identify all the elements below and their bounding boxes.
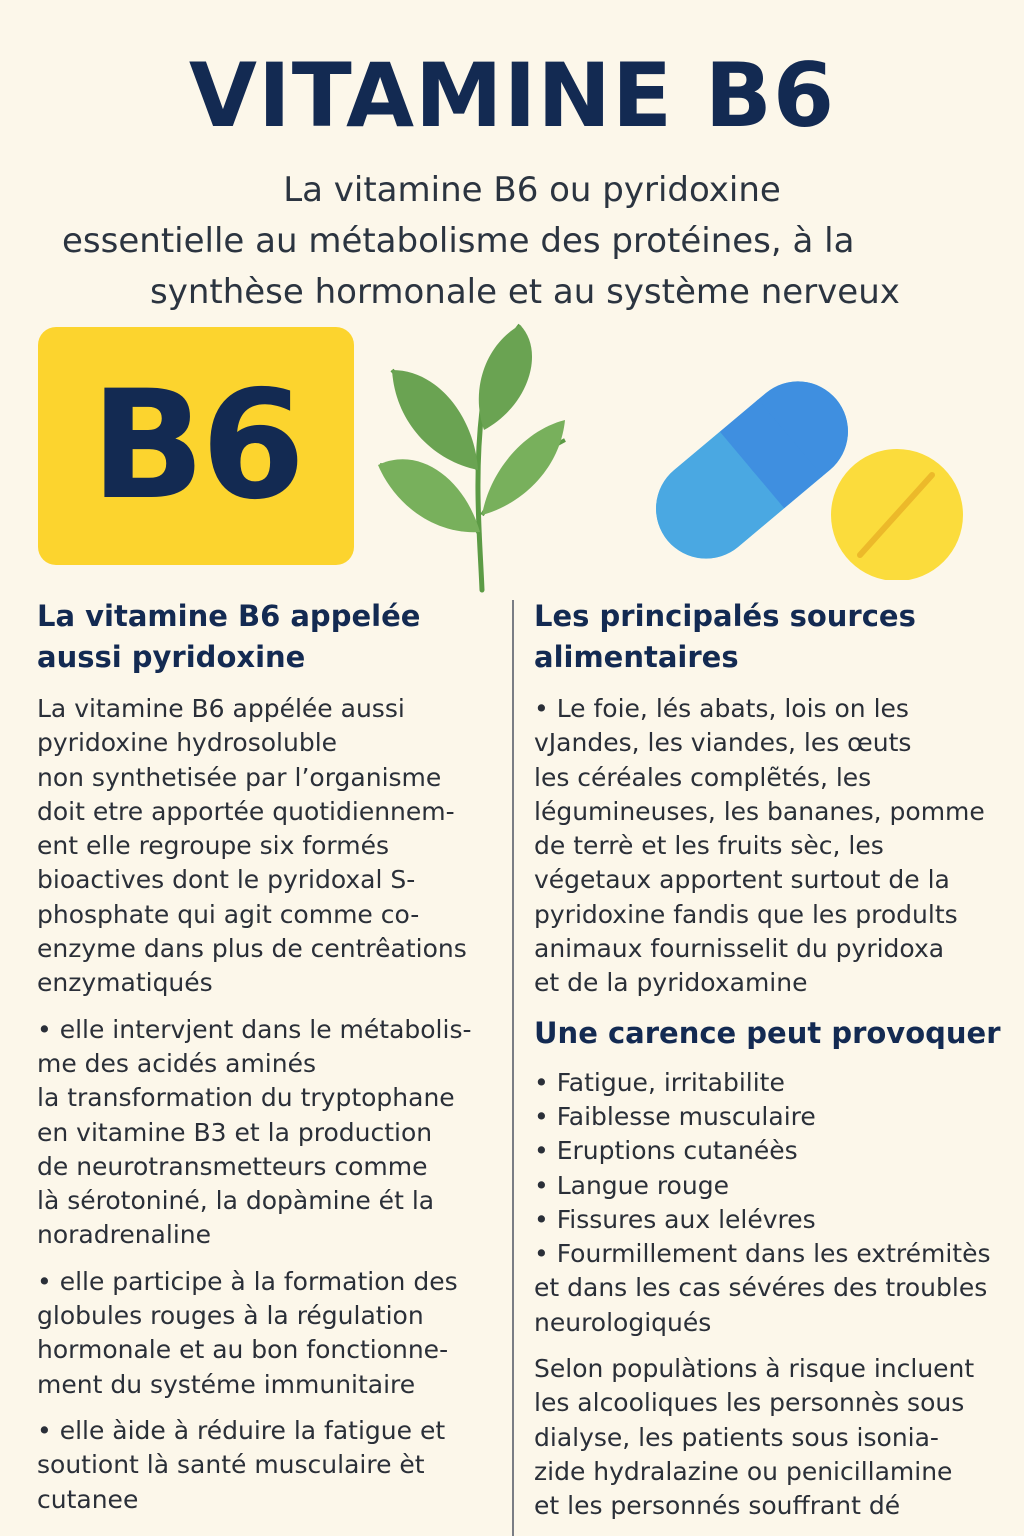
text-line: là sérotoniné, la dopàmine ét la	[37, 1186, 435, 1216]
text-line: La vitamine B6 appélée aussi	[37, 694, 405, 723]
text-line: ment du systéme immunitaire	[37, 1369, 416, 1399]
subtitle-line: synthèse hormonale et au système nerveux	[150, 272, 900, 312]
text-line: pyridoxine hydrosoluble	[37, 728, 338, 758]
text-line: et de la pyridoxamine	[534, 968, 808, 998]
subtitle-line: essentielle au métabolisme des protéines, à la	[62, 221, 855, 261]
text-line: dialyse, les patients sous isonia-	[534, 1422, 939, 1452]
fatigue-paragraph	[37, 1414, 499, 1517]
text-line: me des acidés aminés	[37, 1048, 317, 1078]
text-line: • elle intervjent dans le métabolis-	[37, 1014, 472, 1044]
text-line: non synthetisée par l’organisme	[37, 762, 442, 792]
b6-badge-label: B6	[90, 359, 302, 533]
text-line: végetaux apportent surtout de la	[534, 865, 950, 895]
text-line: et les personnés souffrant dé	[534, 1491, 901, 1521]
right-column	[534, 596, 1014, 1524]
heading-line: Une carence peut provoquer	[534, 1015, 1001, 1050]
text-line: hormonale et au bon fonctionne-	[37, 1335, 449, 1365]
text-line: enzyme dans plus de centrêations	[37, 934, 467, 964]
text-line: phosphate qui agit comme co-	[37, 899, 420, 929]
left-heading	[37, 596, 499, 678]
text-line: bioactives dont le pyridoxal S-	[37, 865, 416, 895]
carence-heading	[534, 1013, 1014, 1054]
text-line: enzymatiqués	[37, 968, 213, 998]
page-title: VITAMINE B6	[188, 44, 836, 147]
text-line: de neurotransmetteurs comme	[37, 1151, 428, 1181]
text-line: ent elle regroupe six formés	[37, 831, 390, 861]
list-item: • Fissures aux lelévres	[534, 1204, 816, 1234]
text-line: • Le foie, lés abats, lois on les	[534, 694, 909, 723]
text-line: pyridoxine fandis que les prodults	[534, 899, 958, 929]
heading-line: La vitamine B6 appelée	[37, 599, 421, 633]
text-line: vJandes, les viandes, les œuts	[534, 728, 912, 758]
intro-paragraph	[37, 692, 499, 1001]
list-item: et dans les cas sévéres des troubles	[534, 1273, 988, 1303]
blood-paragraph	[37, 1265, 499, 1402]
text-line: • elle àide à réduire la fatigue et	[37, 1415, 446, 1445]
text-line: globules rouges à la régulation	[37, 1301, 424, 1331]
subtitle-line: La vitamine B6 ou pyridoxine	[283, 170, 781, 210]
column-divider	[512, 600, 514, 1536]
b6-badge	[38, 327, 354, 565]
heading-line: aussi pyridoxine	[37, 640, 306, 674]
text-line: • elle participe à la formation des	[37, 1266, 458, 1296]
text-line: doit etre apportée quotidiennem-	[37, 796, 455, 826]
list-item: • Fourmillement dans les extrémitès	[534, 1239, 991, 1269]
pill-illustration	[620, 350, 980, 580]
text-line: en vitamine B3 et la production	[37, 1117, 433, 1147]
sources-heading	[534, 596, 1014, 678]
list-item: neurologiqués	[534, 1307, 712, 1337]
text-line: soutiont là santé musculaire èt	[37, 1450, 425, 1480]
subtitle	[0, 165, 1024, 318]
text-line: les céréales complẽtés, les	[534, 762, 872, 792]
text-line: zide hydralazine ou penicillamine	[534, 1456, 953, 1486]
plant-leaves-icon	[370, 320, 570, 595]
list-item: • Langue rouge	[534, 1170, 729, 1200]
text-line: Selon populàtions à risque incluent	[534, 1354, 975, 1384]
text-line: les alcooliques les personnès sous	[534, 1388, 965, 1418]
heading-line: alimentaires	[534, 640, 739, 674]
list-item: • Fatigue, irritabilite	[534, 1067, 785, 1097]
text-line: animaux fournisselit du pyridoxa	[534, 934, 945, 964]
left-column	[37, 596, 499, 1517]
text-line: la transformation du tryptophane	[37, 1083, 455, 1113]
text-line: légumineuses, les bananes, pomme	[534, 796, 985, 826]
capsule-pill-icon	[636, 361, 869, 579]
text-line: cutanee	[37, 1484, 139, 1514]
risk-paragraph	[534, 1352, 1014, 1523]
tablet-pill-icon	[831, 449, 963, 580]
symptoms-list	[534, 1066, 1014, 1340]
sources-paragraph	[534, 692, 1014, 1001]
heading-line: Les principalés sources	[534, 599, 916, 633]
text-line: de terrè et les fruits sèc, les	[534, 831, 884, 861]
text-line: noradrenaline	[37, 1220, 211, 1250]
list-item: • Faiblesse musculaire	[534, 1101, 816, 1131]
metabolism-paragraph	[37, 1013, 499, 1253]
list-item: • Eruptions cutanéès	[534, 1136, 798, 1166]
